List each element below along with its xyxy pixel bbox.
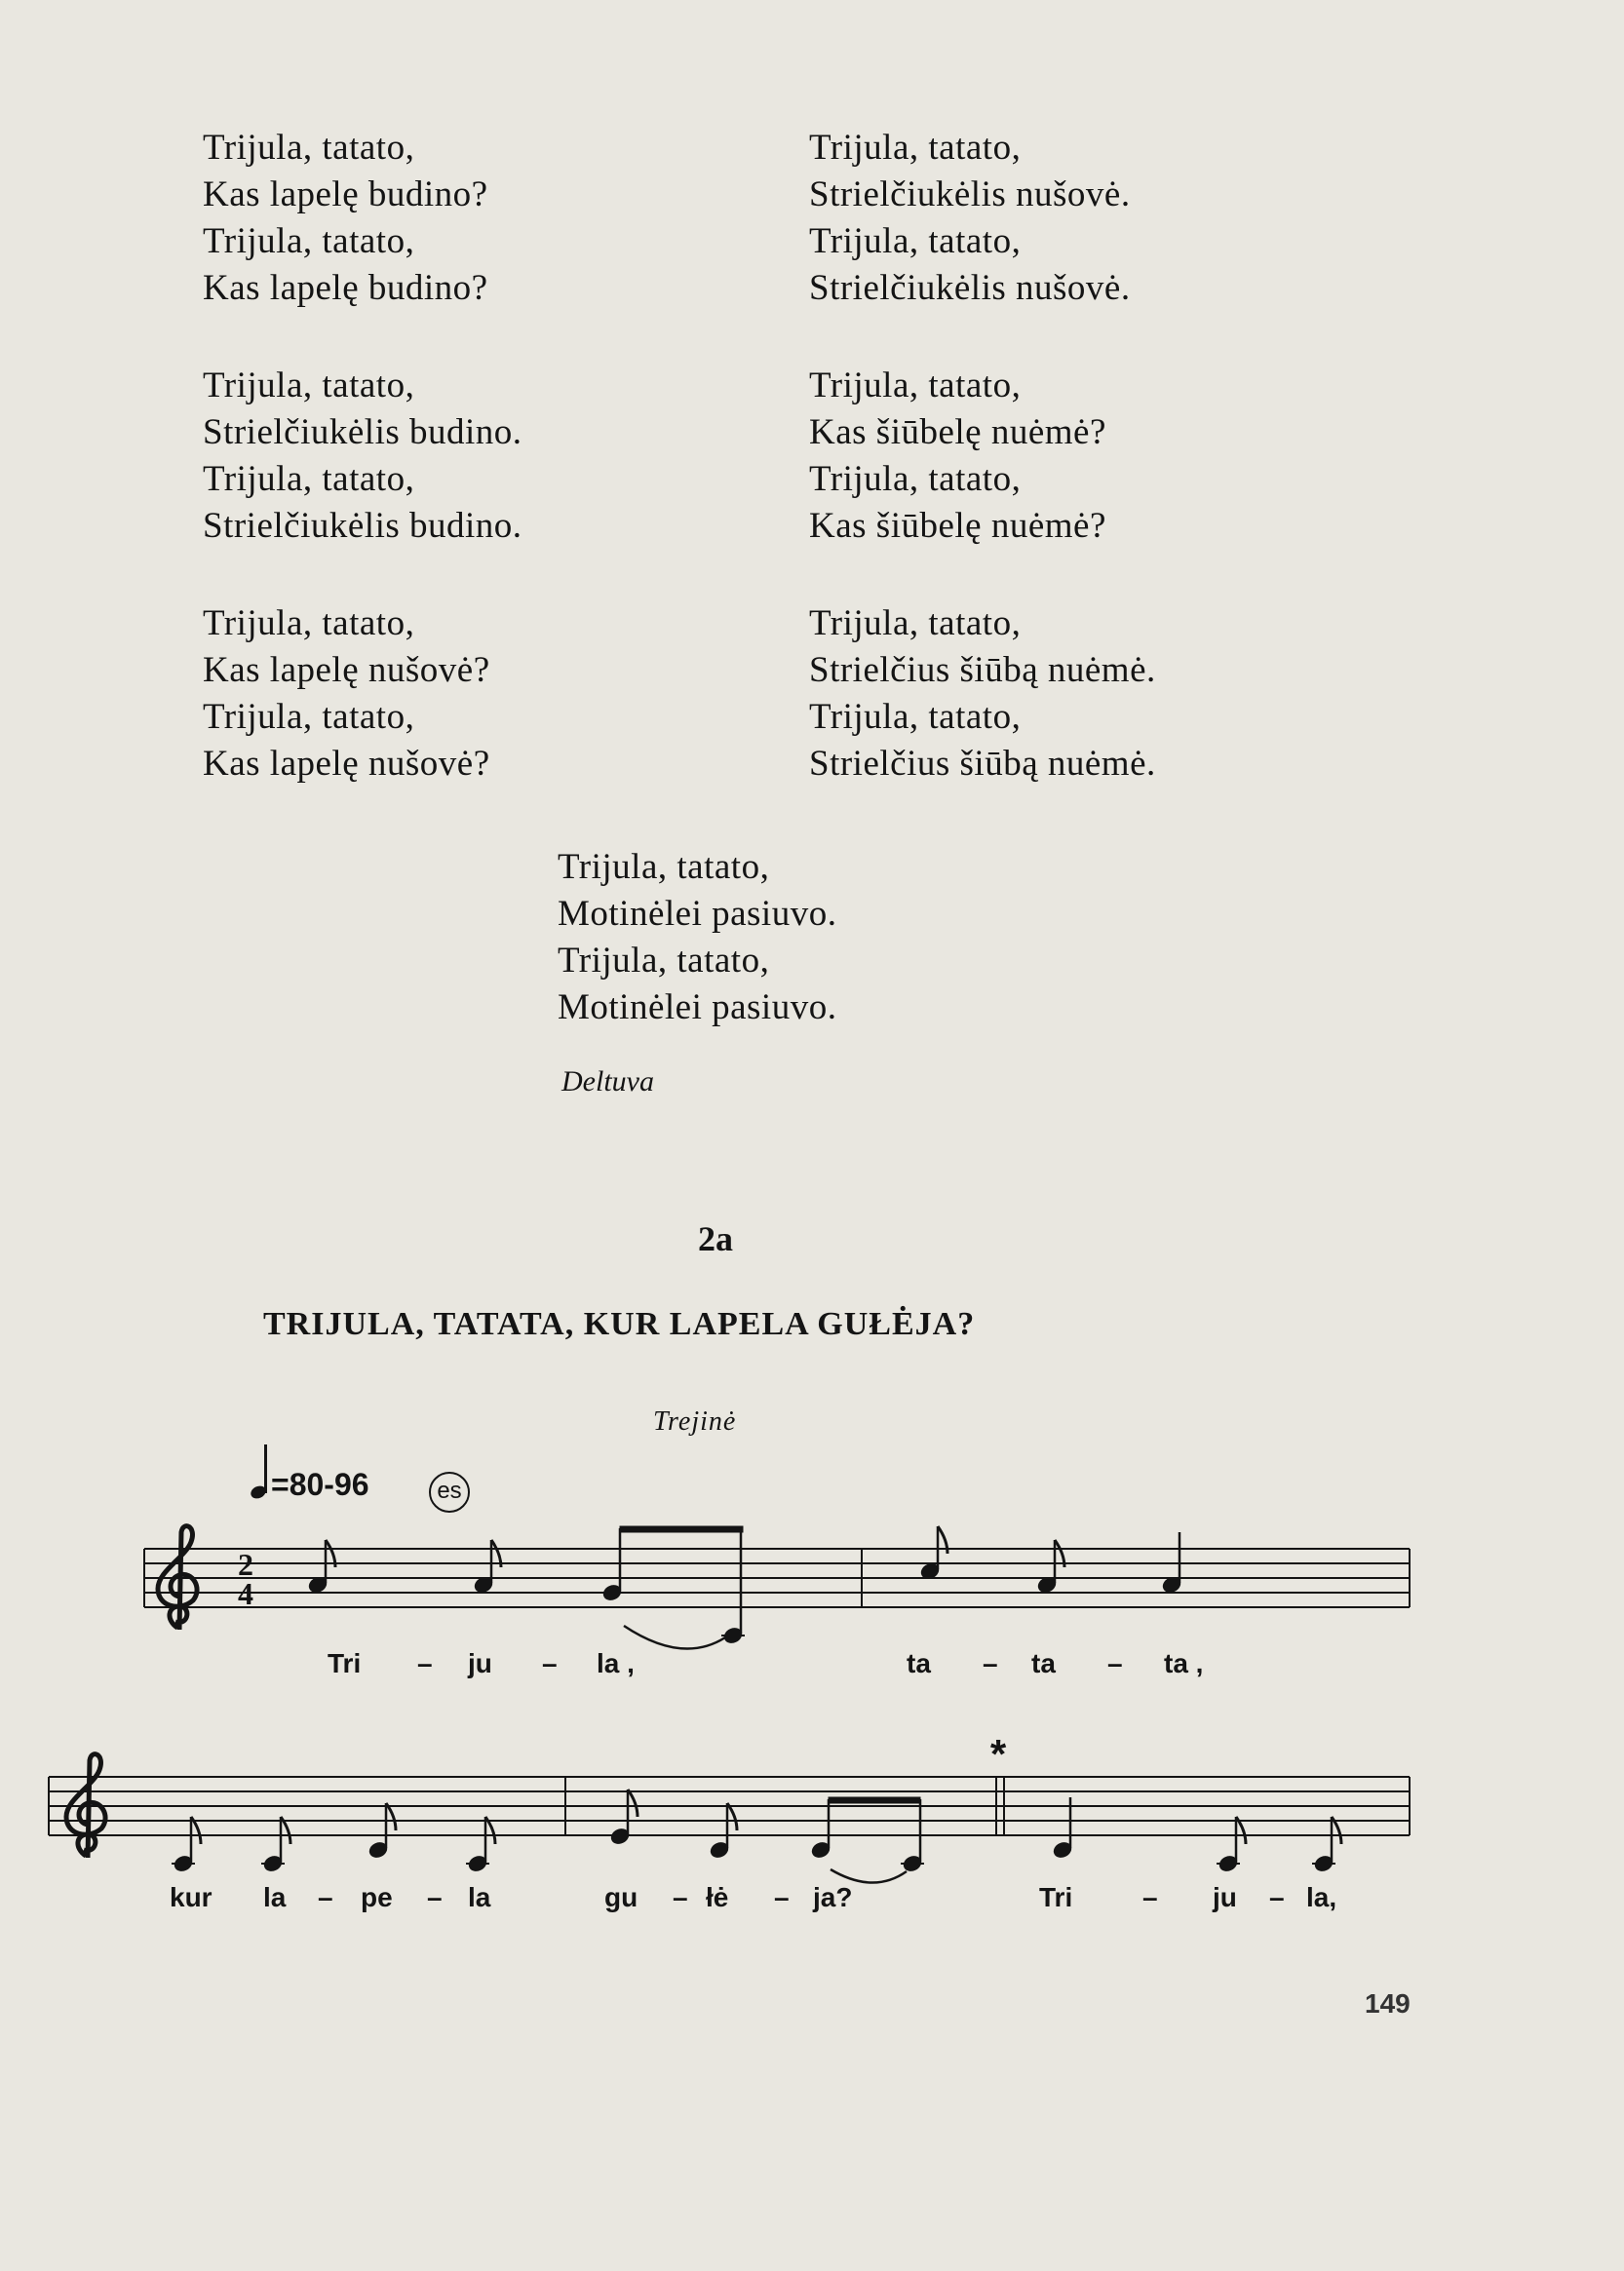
verse-line: Strielčiukėlis nušovė. [809,174,1131,214]
lyric-syllable: – [542,1648,558,1678]
note [172,1817,201,1873]
verse-line: Strielčius šiūbą nuėmė. [809,744,1156,784]
verse-line: Kas šiūbelę nuėmė? [809,506,1106,546]
lyric-syllable: – [1269,1882,1285,1912]
verse-line: Strielčiukėlis budino. [203,412,522,452]
lyric-syllable: – [983,1648,998,1678]
note [1217,1817,1246,1873]
time-signature [238,1547,253,1611]
lyric-syllable: la [468,1882,491,1912]
verse-line: Strielčius šiūbą nuėmė. [809,650,1156,690]
treble-clef-icon [158,1526,197,1630]
lyric-syllable: ta [1031,1648,1056,1678]
lyrics-line-1 [328,1648,1203,1678]
note [709,1803,737,1860]
verse-line: Trijula, tatato, [203,459,415,499]
note [919,1526,947,1581]
verse-line: Trijula, tatato, [203,603,415,643]
verse-line: Trijula, tatato, [558,847,770,887]
lyric-syllable: pe [361,1882,393,1912]
slur [831,1869,907,1883]
verse-line: Kas lapelę nušovė? [203,650,490,690]
lyric-syllable: – [318,1882,333,1912]
note [810,1799,831,1860]
lyric-syllable: Tri [328,1648,362,1678]
lyrics-line-2 [170,1882,1336,1912]
verse-line: Strielčiukėlis budino. [203,506,522,546]
lyric-syllable: kur [170,1882,213,1912]
note [609,1790,638,1846]
verse-line: Trijula, tatato, [558,941,770,981]
song-title: TRIJULA, TATATA, KUR LAPELA GUŁĖJA? [263,1306,976,1342]
svg-text:4: 4 [238,1576,253,1611]
verse-line: Trijula, tatato, [809,366,1022,405]
svg-text:2: 2 [238,1547,253,1582]
lyric-syllable: – [1142,1882,1158,1912]
lyric-syllable: la, [1306,1882,1337,1912]
note [367,1803,396,1860]
lyric-syllable: gu [604,1882,638,1912]
note [901,1799,924,1873]
verse-line: Trijula, tatato, [809,603,1022,643]
verse-line: Trijula, tatato, [809,128,1022,168]
lyric-syllable: ta [907,1648,931,1678]
lyric-syllable: ju [468,1648,492,1678]
verse-line: Trijula, tatato, [203,128,415,168]
note [721,1528,745,1645]
verse-line: Trijula, tatato, [203,366,415,405]
lyric-syllable: la , [597,1648,635,1678]
lyric-syllable: ta , [1164,1648,1204,1678]
verse-line: Trijula, tatato, [809,459,1022,499]
slur [624,1626,725,1649]
beam [829,1797,920,1803]
verse-line: Motinėlei pasiuvo. [558,894,837,934]
verse-line: Trijula, tatato, [809,697,1022,737]
asterisk-mark: * [989,1731,1007,1777]
beam [620,1526,743,1532]
verse-line: Trijula, tatato, [809,221,1022,261]
lyric-syllable: Tri [1039,1882,1073,1912]
notes-staff-1 [307,1526,1182,1649]
lyric-syllable: – [427,1882,443,1912]
verse-line: Motinėlei pasiuvo. [558,987,837,1027]
tempo-value: =80-96 [271,1467,369,1502]
verse-line: Kas šiūbelę nuėmė? [809,412,1106,452]
note [261,1817,290,1873]
lyric-syllable: la [263,1882,287,1912]
lyric-syllable: – [417,1648,433,1678]
lyric-syllable: ja? [813,1882,853,1912]
song-number: 2a [698,1219,733,1258]
lyric-syllable: – [1107,1648,1123,1678]
place-name: Deltuva [561,1065,654,1097]
lyric-syllable: łė [706,1882,729,1912]
note [601,1528,623,1602]
page-number: 149 [1365,1988,1411,2019]
mode-circle: es [429,1472,470,1513]
treble-clef-icon [66,1754,105,1858]
lyric-syllable: – [774,1882,790,1912]
verse-line: Kas lapelę budino? [203,174,488,214]
lyric-syllable: – [673,1882,688,1912]
verse-line: Trijula, tatato, [203,221,415,261]
verse-line: Kas lapelę nušovė? [203,744,490,784]
verse-line: Kas lapelę budino? [203,268,488,308]
verse-line: Strielčiukėlis nušovė. [809,268,1131,308]
verse-line: Trijula, tatato, [203,697,415,737]
song-subtitle: Trejinė [653,1406,737,1437]
lyric-syllable: ju [1213,1882,1237,1912]
note [1312,1817,1341,1873]
note [466,1817,495,1873]
